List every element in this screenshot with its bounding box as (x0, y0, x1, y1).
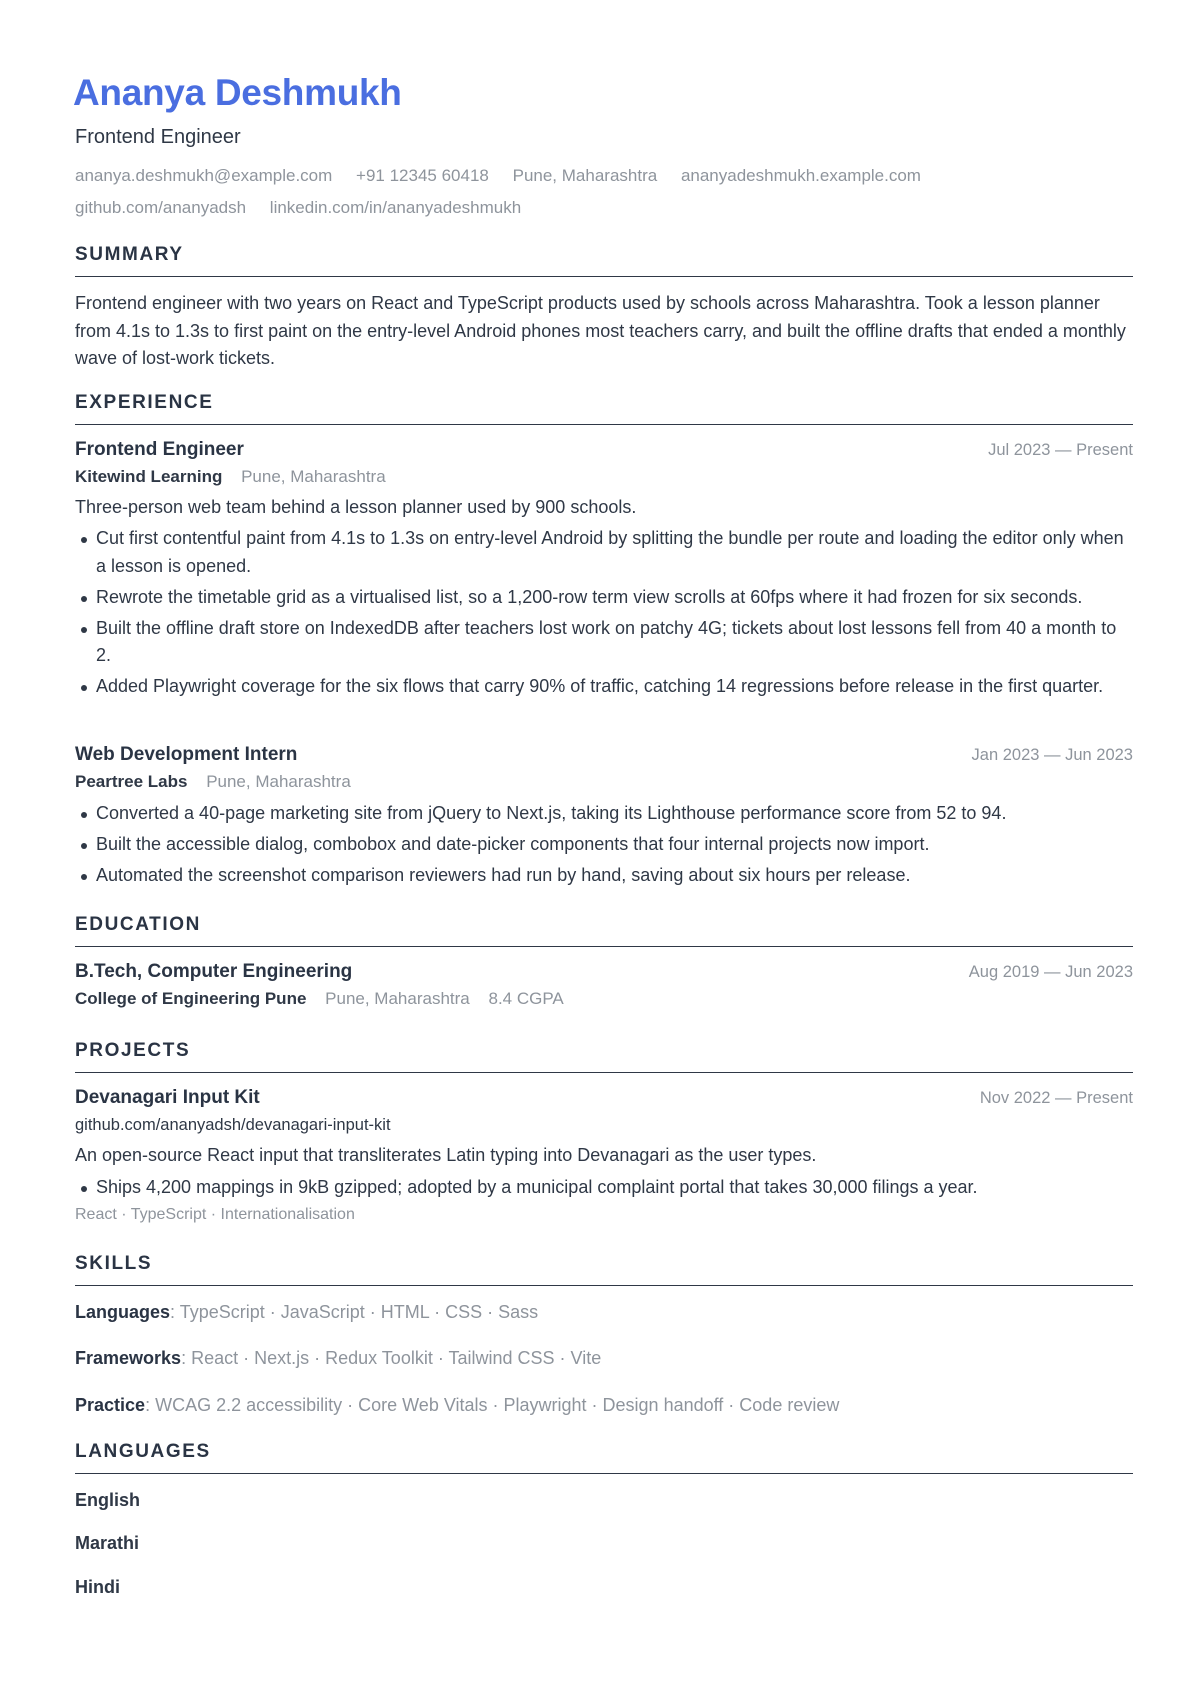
section-title-education: EDUCATION (75, 914, 1133, 947)
job-org-line (75, 467, 400, 487)
list-item: Cut first contentful paint from 4.1s to 1.3s on entry-level Android by splitting the bundle per route and loading the editor only when a lesson is opened. (75, 525, 1133, 580)
section-title-skills: SKILLS (75, 1253, 1133, 1286)
section-title-experience: EXPERIENCE (75, 392, 1133, 425)
company-name: Peartree Labs (75, 772, 188, 791)
company-name: Kitewind Learning (75, 467, 223, 486)
job-bullets (75, 800, 1133, 893)
location: Pune, Maharashtra (512, 166, 658, 185)
experience-entry-head (75, 439, 1133, 465)
candidate-role: Frontend Engineer (75, 126, 241, 148)
skill-items: WCAG 2.2 accessibility · Core Web Vitals · Playwright · Design handoff · Code review (155, 1395, 840, 1415)
company-location: Pune, Maharashtra (241, 467, 386, 486)
section-title-summary: SUMMARY (75, 244, 1133, 277)
education-date: Aug 2019 — Jun 2023 (968, 963, 1133, 981)
company-location: Pune, Maharashtra (206, 772, 351, 791)
list-item: Converted a 40-page marketing site from jQuery to Next.js, taking its Lighthouse performance score from 52 to 94. (75, 800, 1133, 828)
section-title-languages: LANGUAGES (75, 1441, 1133, 1474)
skill-label: Practice (75, 1395, 146, 1415)
website-link[interactable]: ananyadeshmukh.example.com (680, 166, 921, 185)
job-title: Web Development Intern (75, 744, 298, 765)
project-entry-head (75, 1087, 1133, 1113)
summary-text: Frontend engineer with two years on React and TypeScript products used by schools across Maharashtra. Took a lesson planner from 4.1s to 1.3s to first paint on the entry-level Android phones most teachers carry, and built the offline drafts that ended a monthly wave of lost-work tickets. (75, 293, 1126, 368)
project-title: Devanagari Input Kit (75, 1087, 260, 1108)
linkedin-link[interactable]: linkedin.com/in/ananyadeshmukh (269, 198, 522, 217)
skill-row-practice: Practice: WCAG 2.2 accessibility · Core Web Vitals · Playwright · Design handoff · Code review (75, 1395, 840, 1415)
skill-label: Languages (75, 1302, 171, 1322)
contact-line-1 (75, 166, 921, 186)
job-date: Jan 2023 — Jun 2023 (971, 746, 1133, 764)
list-item: Automated the screenshot comparison reviewers had run by hand, saving about six hours per release. (75, 862, 1133, 890)
education-entry-head (75, 961, 1133, 987)
list-item: Ships 4,200 mappings in 9kB gzipped; adopted by a municipal complaint portal that takes 30,000 filings a year. (75, 1174, 1133, 1202)
job-title: Frontend Engineer (75, 439, 244, 460)
degree-title: B.Tech, Computer Engineering (75, 961, 353, 982)
project-bullets (75, 1174, 1133, 1205)
skill-row-frameworks: Frameworks: React · Next.js · Redux Toolkit · Tailwind CSS · Vite (75, 1348, 602, 1368)
skill-items: React · Next.js · Redux Toolkit · Tailwind CSS · Vite (191, 1348, 602, 1368)
skill-label: Frameworks (75, 1348, 182, 1368)
language-item: Hindi (75, 1577, 120, 1597)
experience-entry-head (75, 744, 1133, 770)
contact-line-2 (75, 198, 521, 218)
grade: 8.4 CGPA (488, 989, 564, 1008)
school-line (75, 989, 564, 1009)
email-link[interactable]: ananya.deshmukh@example.com (75, 166, 333, 185)
school-name: College of Engineering Pune (75, 989, 307, 1008)
list-item: Added Playwright coverage for the six flows that carry 90% of traffic, catching 14 regressions before release in the first quarter. (75, 673, 1133, 701)
job-date: Jul 2023 — Present (988, 441, 1133, 459)
project-description: An open-source React input that transliterates Latin typing into Devanagari as the user types. (75, 1145, 817, 1165)
job-org-line (75, 772, 365, 792)
project-link[interactable]: github.com/ananyadsh/devanagari-input-kit (75, 1116, 391, 1134)
job-description: Three-person web team behind a lesson planner used by 900 schools. (75, 497, 637, 517)
project-date: Nov 2022 — Present (979, 1089, 1133, 1107)
project-tags: React · TypeScript · Internationalisation (75, 1206, 355, 1223)
list-item: Rewrote the timetable grid as a virtualised list, so a 1,200-row term view scrolls at 60fps where it had frozen for six seconds. (75, 584, 1133, 612)
language-item: English (75, 1490, 141, 1510)
school-location: Pune, Maharashtra (325, 989, 470, 1008)
section-title-projects: PROJECTS (75, 1040, 1133, 1073)
list-item: Built the accessible dialog, combobox and date-picker components that four internal projects now import. (75, 831, 1133, 859)
job-bullets (75, 525, 1133, 704)
list-item: Built the offline draft store on IndexedDB after teachers lost work on patchy 4G; tickets about lost lessons fell from 40 a month to 2. (75, 615, 1133, 670)
candidate-name: Ananya Deshmukh (73, 72, 402, 113)
github-link[interactable]: github.com/ananyadsh (75, 198, 247, 217)
language-item: Marathi (75, 1533, 140, 1553)
skill-items: TypeScript · JavaScript · HTML · CSS · Sass (179, 1302, 539, 1322)
skill-row-languages: Languages: TypeScript · JavaScript · HTML · CSS · Sass (75, 1302, 539, 1322)
phone-number: +91 12345 60418 (356, 166, 489, 185)
